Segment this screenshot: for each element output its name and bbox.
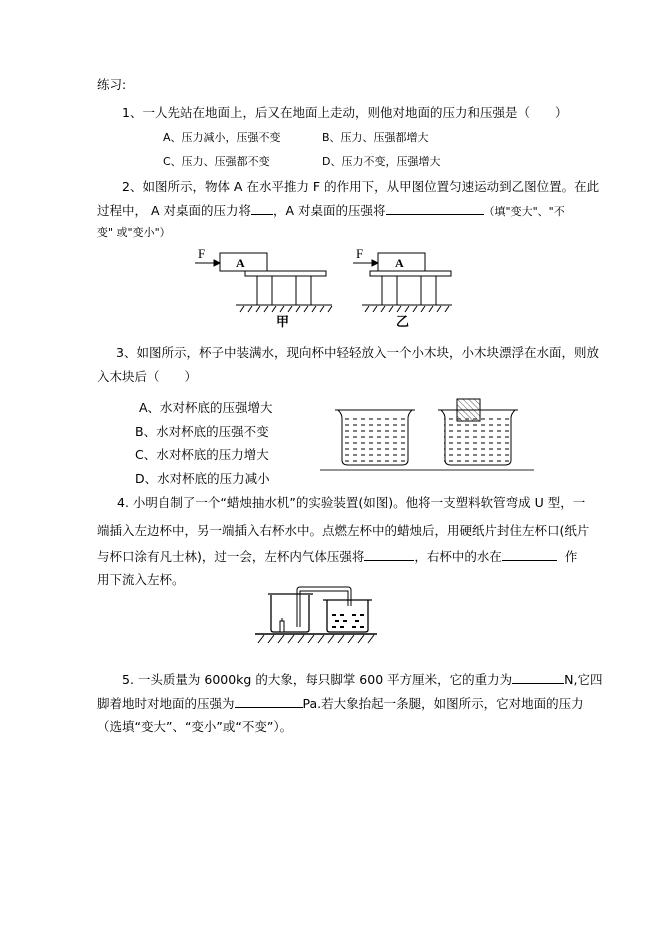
q4-line4: 用下流入左杯。 xyxy=(97,572,185,587)
q3-option-d: D、水对杯底的压力减小 xyxy=(135,471,270,486)
figure-jia xyxy=(195,253,332,312)
q1-option-a: A、压力减小，压强不变 xyxy=(163,131,281,144)
q5-line2 xyxy=(97,695,584,712)
q3-option-a: A、水对杯底的压强增大 xyxy=(139,400,273,415)
q3-option-c: C、水对杯底的压力增大 xyxy=(135,447,269,462)
q4-line3 xyxy=(97,548,577,565)
q5-text: 脚着地时对地面的压强为 xyxy=(97,696,235,711)
q4-blank-force[interactable] xyxy=(502,548,557,561)
q4-text: 作 xyxy=(564,549,578,564)
q2-blank-pressure[interactable] xyxy=(386,202,484,215)
q5-line3: （选填“变大”、“变小”或“不变”）。 xyxy=(97,719,293,734)
label-yi: 乙 xyxy=(396,314,410,329)
exercise-heading: 练习: xyxy=(97,77,127,92)
q3-line1: 3、如图所示，杯子中装满水，现向杯中轻轻放入一个小木块，小木块漂浮在水面，则放 xyxy=(116,345,599,360)
q5-text: Pa.若大象抬起一条腿，如图所示，它对地面的压力 xyxy=(302,696,584,711)
q2-text: 过程中， A 对桌面的压力将 xyxy=(97,203,251,218)
q4-text: ，右杯中的水在 xyxy=(414,549,502,564)
q3-figure-cups xyxy=(320,398,535,473)
q1-option-c: C、压力、压强都不变 xyxy=(163,155,270,168)
q2-line2 xyxy=(97,202,565,220)
q1-option-b: B、压力、压强都增大 xyxy=(322,131,429,144)
q4-figure-candle-pump xyxy=(255,585,405,645)
q5-line1 xyxy=(122,671,602,688)
q5-text: 5. 一头质量为 6000kg 的大象，每只脚掌 600 平方厘米，它的重力为 xyxy=(122,672,513,687)
block-label: A xyxy=(395,256,404,270)
q2-line3: 变" 或"变小"） xyxy=(97,226,171,239)
force-label: F xyxy=(198,246,206,261)
q4-text: 与杯口涂有凡士林)，过一会，左杯内气体压强将 xyxy=(97,549,365,564)
q4-line1: 4. 小明自制了一个“蜡烛抽水机”的实验装置(如图)。他将一支塑料软管弯成 U 型，一 xyxy=(117,495,586,510)
q3-line2: 入木块后（ ） xyxy=(97,369,198,384)
q2-line1: 2、如图所示，物体 A 在水平推力 F 的作用下，从甲图位置匀速运动到乙图位置。在此 xyxy=(122,179,600,194)
q4-blank-gas-pressure[interactable] xyxy=(364,548,414,561)
q1-option-d: D、压力不变，压强增大 xyxy=(322,155,441,168)
q1-stem: 1、一人先站在地面上，后又在地面上走动，则他对地面的压力和压强是（ ） xyxy=(122,105,568,120)
force-label: F xyxy=(356,246,364,261)
q5-blank-weight[interactable] xyxy=(512,671,564,684)
block-label: A xyxy=(236,256,245,270)
q3-option-b: B、水对杯底的压强不变 xyxy=(135,424,269,439)
q4-line2: 端插入左边杯中，另一端插入右杯水中。点燃左杯中的蜡烛后，用硬纸片封住左杯口(纸片 xyxy=(97,523,590,538)
q2-text: （填"变大"、"不 xyxy=(483,205,565,218)
q5-text: N,它四 xyxy=(564,672,603,687)
q2-text: ，A 对桌面的压强将 xyxy=(273,203,386,218)
q5-blank-pressure[interactable] xyxy=(235,695,303,708)
q2-figure xyxy=(190,240,450,330)
q2-blank-pressure-force[interactable] xyxy=(251,202,273,215)
label-jia: 甲 xyxy=(276,314,290,329)
